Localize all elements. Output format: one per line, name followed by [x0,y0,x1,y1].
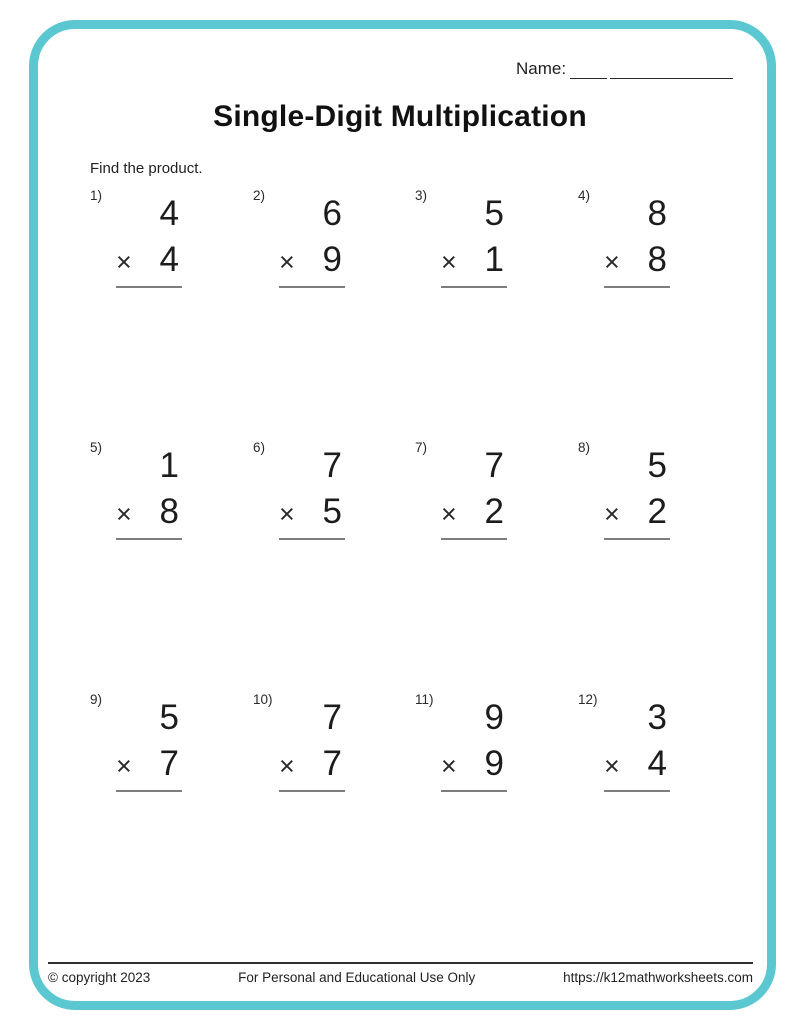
multiply-sign: × [116,751,132,781]
multiplier-row [116,242,182,280]
multiplier-row [604,494,670,532]
multiplicand: 5 [647,446,667,485]
multiply-sign: × [279,499,295,529]
multiplier: 8 [159,492,179,531]
problem-work [116,692,182,792]
problem-cell [415,188,515,298]
multiplier: 4 [647,744,667,783]
multiply-sign: × [604,247,620,277]
problem-cell [253,188,353,298]
multiplier: 1 [484,240,504,279]
problem-cell [90,440,190,550]
problem-number: 5) [90,440,103,455]
multiplier-row [116,494,182,532]
problem-number: 6) [253,440,266,455]
multiplier-row [604,242,670,280]
usage-text: For Personal and Educational Use Only [238,970,476,985]
multiplicand: 4 [159,194,179,233]
multiplier-row [279,746,345,784]
multiplier: 2 [484,492,504,531]
problem-number: 10) [253,692,273,707]
multiplier-row [116,746,182,784]
multiplier-row [441,494,507,532]
multiplicand: 5 [484,194,504,233]
multiplier-row [441,746,507,784]
problem-cell [578,440,678,550]
multiplier-row [441,242,507,280]
multiply-sign: × [441,247,457,277]
problem-number: 7) [415,440,428,455]
multiply-sign: × [116,499,132,529]
problem-work [279,692,345,792]
multiplicand: 7 [322,698,342,737]
problem-cell [253,692,353,802]
problem-cell [578,692,678,802]
problem-cell [90,692,190,802]
problem-number: 9) [90,692,103,707]
problem-number: 11) [415,692,434,707]
multiply-sign: × [441,751,457,781]
problem-cell [415,692,515,802]
multiplier: 9 [484,744,504,783]
problem-number: 2) [253,188,266,203]
multiplier: 2 [647,492,667,531]
problem-work [441,692,507,792]
problem-number: 12) [578,692,598,707]
multiplier-row [604,746,670,784]
copyright-text: © copyright 2023 [48,970,151,985]
name-blank-line [570,61,607,79]
multiplicand: 5 [159,698,179,737]
multiplier-row [279,494,345,532]
multiply-sign: × [604,499,620,529]
problem-number: 3) [415,188,428,203]
multiply-sign: × [604,751,620,781]
problem-cell [253,440,353,550]
multiply-sign: × [441,499,457,529]
problem-work [279,440,345,540]
answer-line [604,538,670,540]
multiplicand: 9 [484,698,504,737]
problem-work [441,188,507,288]
answer-line [279,286,345,288]
multiply-sign: × [116,247,132,277]
multiplier: 8 [647,240,667,279]
multiply-sign: × [279,247,295,277]
answer-line [604,790,670,792]
problem-work [116,440,182,540]
answer-line [116,286,182,288]
answer-line [279,790,345,792]
name-label: Name: [516,59,567,78]
multiplicand: 1 [159,446,179,485]
problem-number: 4) [578,188,591,203]
answer-line [441,286,507,288]
multiplier: 4 [159,240,179,279]
answer-line [441,538,507,540]
problem-cell [90,188,190,298]
page-title: Single-Digit Multiplication [213,100,587,133]
multiplicand: 8 [647,194,667,233]
multiplicand: 7 [322,446,342,485]
answer-line [441,790,507,792]
problem-work [116,188,182,288]
multiplier-row [279,242,345,280]
multiply-sign: × [279,751,295,781]
multiplicand: 6 [322,194,342,233]
multiplier: 5 [322,492,342,531]
problem-number: 8) [578,440,591,455]
problem-number: 1) [90,188,103,203]
multiplier: 7 [159,744,179,783]
problem-work [604,692,670,792]
answer-line [116,790,182,792]
website-url: https://k12mathworksheets.com [563,970,753,985]
footer-divider [48,962,753,964]
answer-line [279,538,345,540]
answer-line [604,286,670,288]
footer [48,970,753,985]
problem-work [604,188,670,288]
problem-work [441,440,507,540]
multiplier: 7 [322,744,342,783]
problem-work [604,440,670,540]
answer-line [116,538,182,540]
problem-cell [415,440,515,550]
multiplier: 9 [322,240,342,279]
instruction-text: Find the product. [90,160,203,177]
name-field [516,59,733,79]
problem-work [279,188,345,288]
multiplicand: 3 [647,698,667,737]
problem-cell [578,188,678,298]
multiplicand: 7 [484,446,504,485]
name-blank-line [610,61,733,79]
